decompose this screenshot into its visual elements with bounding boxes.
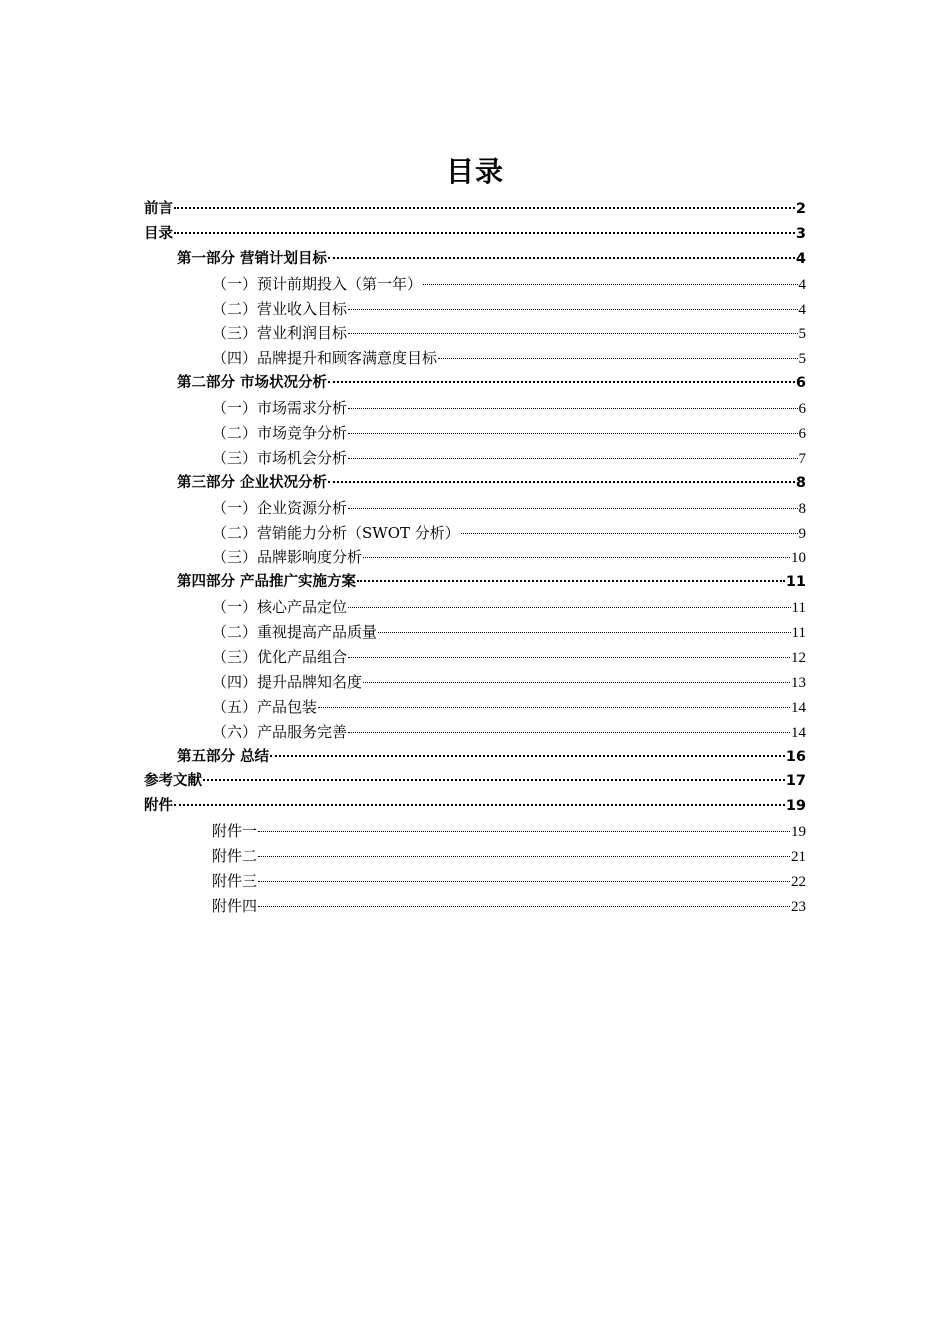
toc-page-number: 16 (785, 748, 806, 765)
toc-entry[interactable] (144, 570, 806, 595)
toc-entry-title: 附件一 (212, 822, 258, 841)
toc-page-number: 13 (791, 674, 806, 691)
toc-entry-title: （一）市场需求分析 (212, 399, 348, 418)
toc-entry-title: 第一部分 营销计划目标 (177, 250, 328, 267)
toc-dot-leader (378, 632, 791, 633)
toc-page-number: 9 (798, 525, 806, 542)
toc-entry[interactable] (144, 695, 806, 720)
toc-entry-title: 第五部分 总结 (177, 748, 270, 765)
toc-page-number: 3 (795, 225, 806, 242)
page-title: 目录 (445, 155, 504, 188)
toc-page-number: 14 (791, 724, 806, 741)
toc-entry[interactable] (144, 794, 806, 819)
toc-entry-title: 附件二 (212, 847, 258, 866)
toc-entry-title: 前言 (144, 201, 173, 217)
toc-dot-leader (363, 557, 790, 558)
toc-entry[interactable] (144, 247, 806, 272)
toc-entry[interactable] (144, 769, 806, 794)
toc-entry-title: 附件四 (212, 896, 258, 915)
toc-entry-title: 附件 (144, 798, 173, 815)
toc-entry[interactable] (144, 222, 806, 247)
toc-page-number: 4 (798, 301, 806, 318)
toc-entry[interactable] (144, 819, 806, 844)
toc-dot-leader (328, 481, 795, 483)
toc-dot-leader (318, 707, 790, 708)
toc-dot-leader (348, 433, 797, 434)
toc-entry[interactable] (144, 421, 806, 446)
toc-entry[interactable] (144, 371, 806, 396)
toc-page-number: 4 (798, 276, 806, 293)
toc-page-number: 10 (791, 550, 806, 567)
toc-entry[interactable] (144, 496, 806, 521)
toc-entry[interactable] (144, 197, 806, 222)
toc-dot-leader (461, 533, 798, 534)
toc-dot-leader (348, 458, 797, 459)
toc-page-number: 6 (798, 426, 806, 443)
toc-dot-leader (348, 333, 797, 334)
toc-entry-title: （三）品牌影响度分析 (212, 548, 363, 567)
toc-page-number: 12 (791, 650, 806, 667)
toc-entry[interactable] (144, 869, 806, 894)
toc-entry-title: 附件三 (212, 872, 258, 891)
toc-dot-leader (328, 381, 795, 383)
toc-entry[interactable] (144, 595, 806, 620)
toc-page-number: 17 (785, 773, 806, 790)
toc-page-number: 19 (785, 798, 806, 815)
toc-page-number: 8 (795, 474, 806, 491)
toc-page-number: 11 (791, 600, 806, 617)
toc-dot-leader (258, 881, 790, 882)
toc-entry-title: （六）产品服务完善 (212, 722, 348, 741)
toc-dot-leader (363, 682, 790, 683)
toc-entry-title: （四）品牌提升和顾客满意度目标 (212, 349, 438, 368)
toc-dot-leader (348, 309, 797, 310)
toc-entry-title: 目录 (144, 225, 173, 242)
toc-entry[interactable] (144, 745, 806, 770)
toc-entry-title: 第三部分 企业状况分析 (177, 474, 328, 491)
toc-entry[interactable] (144, 645, 806, 670)
toc-dot-leader (258, 906, 790, 907)
toc-entry-title: （三）优化产品组合 (212, 648, 348, 667)
toc-entry-title: （二）营业收入目标 (212, 299, 348, 318)
toc-dot-leader (348, 657, 790, 658)
toc-page-number: 11 (791, 625, 806, 642)
toc-page-number: 23 (791, 898, 806, 915)
toc-entry[interactable] (144, 346, 806, 371)
toc-page-number: 5 (798, 351, 806, 368)
toc-entry-title: （一）企业资源分析 (212, 498, 348, 517)
toc-dot-leader (258, 856, 790, 857)
toc-entry-title: （一）核心产品定位 (212, 598, 348, 617)
toc-entry-title: 参考文献 (144, 773, 202, 790)
toc-dot-leader (348, 508, 797, 509)
toc-entry[interactable] (144, 321, 806, 346)
toc-entry[interactable] (144, 620, 806, 645)
toc-dot-leader (270, 755, 785, 757)
toc-dot-leader (348, 732, 790, 733)
toc-entry[interactable] (144, 521, 806, 546)
toc-page-number: 22 (791, 874, 806, 891)
toc-entry-title: （二）市场竞争分析 (212, 424, 348, 443)
toc-entry-title: （三）营业利润目标 (212, 324, 348, 343)
toc-dot-leader (174, 207, 795, 209)
toc-dot-leader (348, 607, 791, 608)
toc-entry-title: （五）产品包装 (212, 697, 318, 716)
toc-entry-title: （一）预计前期投入（第一年） (212, 274, 423, 293)
toc-dot-leader (174, 804, 785, 806)
toc-entry[interactable] (144, 894, 806, 919)
toc-dot-leader (348, 408, 797, 409)
toc-page-number: 5 (798, 326, 806, 343)
toc-entry-title: （二）营销能力分析（SWOT 分析） (212, 523, 460, 542)
table-of-contents (144, 197, 806, 919)
toc-entry-title: （三）市场机会分析 (212, 448, 348, 467)
toc-entry-title: （四）提升品牌知名度 (212, 672, 363, 691)
toc-dot-leader (357, 580, 785, 582)
toc-page-number: 7 (798, 450, 806, 467)
toc-dot-leader (438, 358, 797, 359)
toc-entry[interactable] (144, 670, 806, 695)
toc-dot-leader (174, 232, 795, 234)
toc-page-number: 21 (791, 849, 806, 866)
toc-dot-leader (328, 257, 795, 259)
toc-entry-title: 第四部分 产品推广实施方案 (177, 574, 357, 591)
toc-entry[interactable] (144, 720, 806, 745)
toc-dot-leader (203, 779, 785, 781)
toc-entry-title: （二）重视提高产品质量 (212, 623, 378, 642)
toc-entry[interactable] (144, 471, 806, 496)
toc-page-number: 14 (791, 699, 806, 716)
toc-entry[interactable] (144, 844, 806, 869)
toc-dot-leader (258, 831, 790, 832)
toc-entry[interactable] (144, 272, 806, 297)
toc-entry-title: 第二部分 市场状况分析 (177, 375, 328, 392)
toc-entry[interactable] (144, 446, 806, 471)
toc-dot-leader (423, 284, 797, 285)
toc-page-number: 4 (795, 250, 806, 267)
toc-page-number: 8 (798, 500, 806, 517)
toc-page-number: 6 (795, 375, 806, 392)
toc-entry[interactable] (144, 396, 806, 421)
toc-page-number: 11 (785, 574, 806, 591)
toc-page-number: 2 (795, 201, 806, 217)
toc-entry[interactable] (144, 297, 806, 322)
toc-entry[interactable] (144, 545, 806, 570)
toc-page-number: 6 (798, 401, 806, 418)
toc-page-number: 19 (791, 824, 806, 841)
